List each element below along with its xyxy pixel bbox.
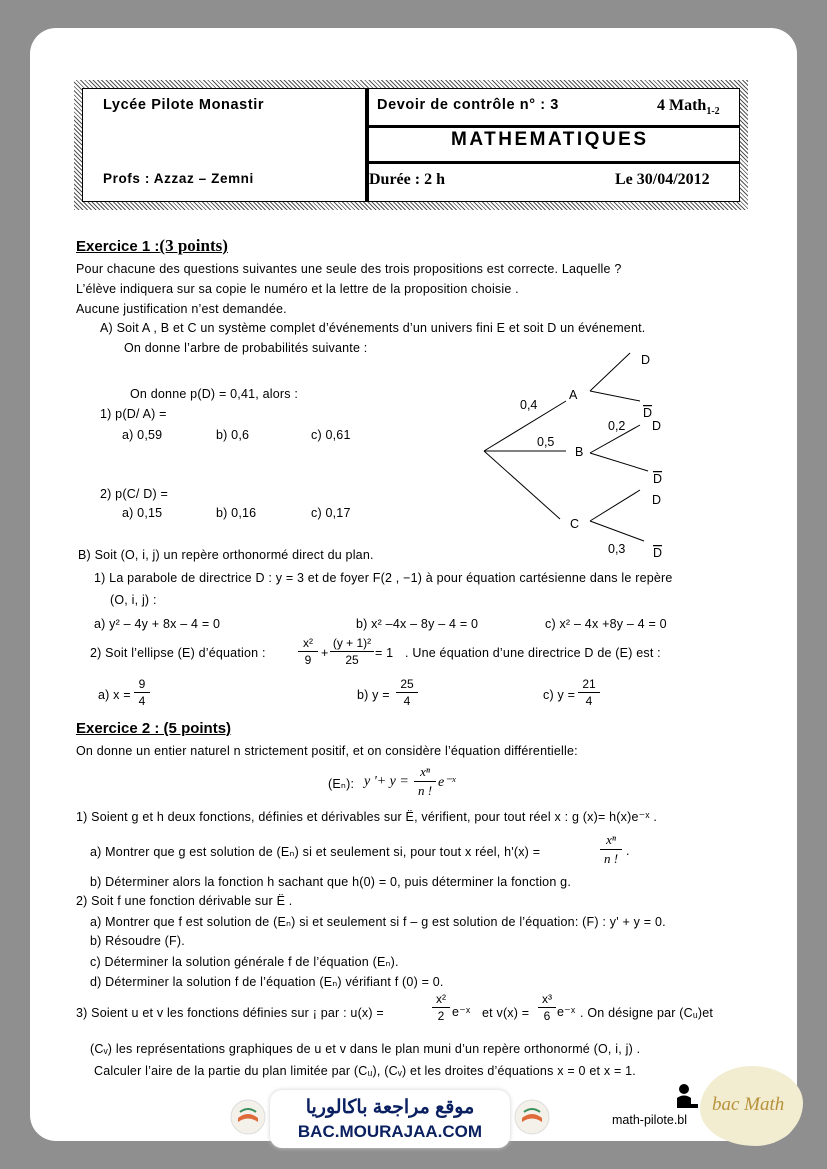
ellipse-fraction-y: (y + 1)² 25 [330, 636, 374, 667]
ex1-title: Exercice 1 :(3 points) [76, 236, 228, 255]
ex1-pD: On donne p(D) = 0,41, alors : [130, 387, 299, 401]
math-pilote-url: math-pilote.bl [612, 1113, 688, 1127]
tree-leaf-A-Dbar: D [643, 406, 653, 420]
left-logo-icon [230, 1098, 266, 1136]
site-watermark [270, 1090, 510, 1148]
ex1-B-q2-opt-c-frac: 21 4 [578, 677, 600, 708]
ex2-q1a-fraction: xⁿ n ! [600, 832, 622, 867]
tree-branch-A-D [590, 353, 630, 391]
ex1-q1: 1) p(D/ A) = [100, 407, 167, 421]
ex1-q2-opt-b: b) 0,16 [216, 506, 257, 520]
ex2-q3-line2: (Cᵥ) les représentations graphiques de u et v dans le plan muni d’un repère orthonormé (O, i, j) . [90, 1042, 641, 1056]
subject-title: MATHEMATIQUES [451, 129, 649, 150]
ex2-q3-pre: 3) Soient u et v les fonctions définies sur ¡ par : u(x) = [76, 1006, 384, 1020]
ex2-q3-u-fraction: x² 2 [432, 992, 450, 1023]
tree-branch-C-D [590, 490, 640, 521]
teachers: Profs : Azzaz – Zemni [103, 171, 254, 186]
tree-leaf-C-D: D [652, 493, 662, 507]
ex1-B-q2-opt-b: b) y = [357, 688, 390, 702]
tree-prob-D-given-B: 0,2 [608, 419, 626, 433]
ex1-B-q1-line1: 1) La parabole de directrice D : y = 3 et de foyer F(2 , −1) à pour équation cartésienne dans le repère [94, 571, 673, 585]
ex1-intro-3: Aucune justification n’est demandée. [76, 302, 287, 316]
exam-title: Devoir de contrôle n° : 3 [377, 97, 559, 113]
ex2-q2d: d) Déterminer la solution f de l’équation (Eₙ) vérifiant f (0) = 0. [90, 975, 444, 989]
ex2-q2a: a) Montrer que f est solution de (Eₙ) si et seulement si f – g est solution de l’équation: (F) : y' + y = 0. [90, 915, 666, 929]
ex1-q2-opt-c: c) 0,17 [311, 506, 351, 520]
ex2-q1: 1) Soient g et h deux fonctions, définies et dérivables sur Ë, vérifient, pour tout réel x : g (x)= h(x)e⁻ˣ . [76, 810, 658, 824]
probability-tree [470, 345, 690, 565]
ex1-q2-opt-a: a) 0,15 [122, 506, 163, 520]
ex2-eq-lhs: y '+ y = [364, 774, 409, 789]
site-name-latin: BAC.MOURAJAA.COM [297, 1122, 483, 1141]
ex1-B-q2-opt-b-frac: 25 4 [396, 677, 418, 708]
exam-date: Le 30/04/2012 [615, 171, 710, 188]
ex2-q3-v-exp: e⁻ˣ [557, 1005, 576, 1019]
ex1-B-q1-line2: (O, i, j) : [110, 593, 157, 607]
ex2-intro: On donne un entier naturel n strictement positif, et on considère l’équation différentielle: [76, 744, 578, 758]
tree-branch-A-Dbar [590, 391, 640, 401]
ellipse-plus: + [321, 646, 329, 660]
ex1-B-q2-opt-a-frac: 9 4 [134, 677, 150, 708]
ex2-title: Exercice 2 : (5 points) [76, 720, 232, 737]
right-logo-icon [514, 1098, 550, 1136]
tree-node-C: C [570, 517, 580, 531]
ex1-B-q2-post: . Une équation d’une directrice D de (E) est : [405, 646, 661, 660]
ellipse-rhs: = 1 [375, 646, 394, 660]
ex1-intro-1: Pour chacune des questions suivantes une seule des trois propositions est correcte. Laquelle ? [76, 262, 622, 276]
ex1-B-q2-opt-c: c) y = [543, 688, 576, 702]
tree-prob-B: 0,5 [537, 435, 555, 449]
ex1-B-q2-pre: 2) Soit l’ellipse (E) d’équation : [90, 646, 266, 660]
ex2-q2: 2) Soit f une fonction dérivable sur Ë . [76, 894, 293, 908]
tree-prob-A: 0,4 [520, 398, 538, 412]
class-label: 4 Math$_{1-2}$ [657, 97, 720, 118]
site-name-arabic: موقع مراجعة باكالوريا [305, 1097, 475, 1118]
ex2-q3-post: . On désigne par (Cᵤ)et [580, 1006, 714, 1020]
ex1-intro-2: L’élève indiquera sur sa copie le numéro et la lettre de la proposition choisie . [76, 282, 519, 296]
tree-leaf-B-D: D [652, 419, 662, 433]
ex2-eq-label: (Eₙ): [328, 777, 355, 791]
tree-branch-C-Dbar [590, 521, 644, 541]
tree-node-A: A [569, 388, 578, 402]
tree-leaf-A-D: D [641, 353, 651, 367]
tree-node-B: B [575, 445, 584, 459]
ex2-eq-exp: e⁻ˣ [438, 775, 456, 790]
ex1-B-q1-opt-b: b) x² –4x – 8y – 4 = 0 [356, 617, 479, 631]
exam-header [74, 80, 748, 210]
ex2-eq-fraction: xⁿ n ! [414, 764, 436, 799]
ex1-B-q2-opt-a: a) x = [98, 688, 131, 702]
tree-branch-C [484, 451, 560, 519]
tree-leaf-B-Dbar: D [653, 472, 663, 486]
school-name: Lycée Pilote Monastir [103, 97, 265, 113]
ex2-q1b: b) Déterminer alors la fonction h sachant que h(0) = 0, puis déterminer la fonction g. [90, 875, 571, 889]
ex1-q2: 2) p(C/ D) = [100, 487, 169, 501]
ex2-q3-v-fraction: x³ 6 [538, 992, 556, 1023]
ex1-q1-opt-a: a) 0,59 [122, 428, 163, 442]
ex1-B-q1-opt-a: a) y² – 4y + 8x – 4 = 0 [94, 617, 221, 631]
ex2-q3-mid: et v(x) = [482, 1006, 530, 1020]
ex1-A-line2: On donne l’arbre de probabilités suivante : [124, 341, 368, 355]
ex2-q3-line3: Calculer l’aire de la partie du plan limitée par (Cᵤ), (Cᵥ) et les droites d’équations x = 0 et x = 1. [94, 1064, 636, 1078]
tree-branch-B-Dbar [590, 453, 648, 471]
ellipse-fraction-x: x² 9 [298, 636, 318, 667]
ex1-A-line1: A) Soit A , B et C un système complet d’événements d’un univers fini E et soit D un événement. [100, 321, 646, 335]
ex2-q2c: c) Déterminer la solution générale f de l’équation (Eₙ). [90, 955, 399, 969]
ex1-B-q1-opt-c: c) x² – 4x +8y – 4 = 0 [545, 617, 667, 631]
tree-leaf-C-Dbar: D [653, 546, 663, 560]
ex2-q1a-dot: . [626, 844, 630, 858]
duration: Durée : 2 h [369, 171, 445, 188]
bac-math-badge-text: bac Math [712, 1094, 785, 1115]
ex1-B-line: B) Soit (O, i, j) un repère orthonormé direct du plan. [78, 548, 374, 562]
tree-prob-Dbar-given-C: 0,3 [608, 542, 626, 556]
ex2-q2b: b) Résoudre (F). [90, 934, 185, 948]
person-desk-icon [674, 1082, 700, 1112]
bac-math-badge [700, 1066, 803, 1146]
ex2-q1a: a) Montrer que g est solution de (Eₙ) si et seulement si, pour tout x réel, h'(x) = [90, 845, 541, 859]
ex1-q1-opt-c: c) 0,61 [311, 428, 351, 442]
ex1-q1-opt-b: b) 0,6 [216, 428, 250, 442]
ex2-q3-u-exp: e⁻ˣ [452, 1005, 471, 1019]
